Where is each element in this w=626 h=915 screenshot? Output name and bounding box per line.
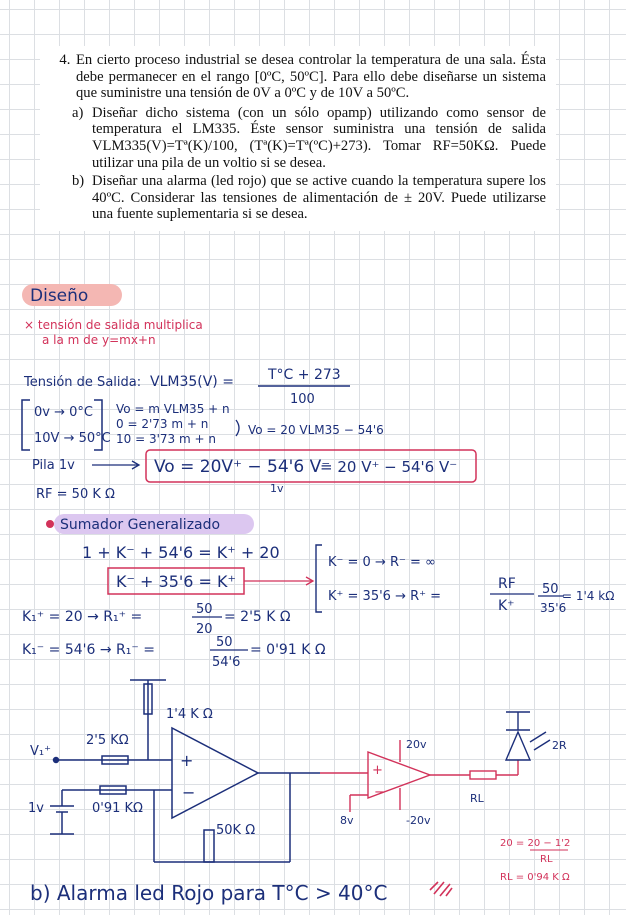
label-minus: − bbox=[182, 783, 196, 802]
frac-356: 35'6 bbox=[540, 601, 567, 615]
label-plus: + bbox=[180, 751, 194, 770]
k-plus-row: K⁺ = 35'6 → R⁺ = bbox=[328, 589, 442, 604]
calc-line-2: RL = 0'94 K Ω bbox=[500, 872, 570, 883]
equation-1: Vo = m VLM35 + n bbox=[116, 402, 230, 416]
label-8v: 8v bbox=[340, 814, 354, 827]
range-row-1: 0v → 0°C bbox=[34, 405, 93, 420]
opamp-symbol bbox=[172, 728, 258, 818]
subitem-text: Diseñar dicho sistema (con un sólo opamp) utilizando como sensor de temperatura el LM335. Éste sensor suministra una tensión de salida VLM335(V)=Tª(K)/100, (Tª(K)=Tª(ºC)+273). Tomar RF=50KΩ. Puede utilizar una pila de un voltio si se desea. bbox=[92, 104, 546, 171]
equation-3: 10 = 3'73 m + n bbox=[116, 432, 216, 446]
k1-plus-row: K₁⁺ = 20 → R₁⁺ = bbox=[22, 609, 143, 625]
section-b-title: b) Alarma led Rojo para T°C > 40°C bbox=[30, 881, 388, 905]
frac-50: 50 bbox=[542, 582, 559, 597]
equation-2: 0 = 2'73 m + n bbox=[116, 417, 209, 431]
label-1k4: 1'4 K Ω bbox=[166, 707, 213, 722]
label-minus-20v: -20v bbox=[406, 814, 431, 827]
label-2k5: 2'5 KΩ bbox=[86, 733, 129, 748]
k-plus-result: = 1'4 kΩ bbox=[562, 589, 615, 603]
label-v1: V₁⁺ bbox=[30, 744, 51, 759]
equation-brace bbox=[236, 420, 239, 436]
note-bullet-line2: a la m de y=mx+n bbox=[42, 333, 156, 347]
label-2r: 2R bbox=[552, 739, 567, 752]
problem-intro: 4. En cierto proceso industrial se desea controlar la temperatura de una sala. Ésta debe permanecer en el rango [0ºC, 50ºC]. Para ello debe diseñarse un sistema que suministre una tensión de 0V a 0ºC y de 10V a 50ºC. bbox=[76, 52, 546, 102]
light-arrow bbox=[530, 732, 546, 742]
calc-denominator: RL bbox=[540, 854, 553, 865]
vo-left: Vo = 20V⁺ − 54'6 V⁻ bbox=[154, 457, 331, 477]
label-1v: 1v bbox=[28, 801, 44, 816]
label-0k91: 0'91 KΩ bbox=[92, 801, 143, 816]
bracket-left bbox=[22, 400, 30, 450]
label-50k: 50K Ω bbox=[216, 823, 256, 838]
label-rl: RL bbox=[470, 792, 484, 805]
section-title: Sumador Generalizado bbox=[60, 517, 221, 533]
frac-546: 54'6 bbox=[212, 655, 241, 670]
vlm-denominator: 100 bbox=[290, 392, 315, 407]
k-brace bbox=[316, 545, 322, 612]
k-equation-1: 1 + K⁻ + 54'6 = K⁺ + 20 bbox=[82, 543, 280, 562]
range-row-2: 10V → 50°C bbox=[34, 431, 111, 446]
rf-value: RF = 50 K Ω bbox=[36, 487, 115, 502]
k1-minus-row: K₁⁻ = 54'6 → R₁⁻ = bbox=[22, 642, 155, 658]
comparator-plus: + bbox=[372, 763, 383, 778]
vlm-numerator: T°C + 273 bbox=[268, 367, 341, 383]
k1-minus-result: = 0'91 K Ω bbox=[250, 642, 326, 658]
subitem-label: a) bbox=[72, 104, 84, 121]
frac-20: 20 bbox=[196, 622, 213, 637]
vo-right: = 20 V⁺ − 54'6 V⁻ bbox=[320, 458, 458, 476]
diode-triangle bbox=[506, 732, 530, 760]
subitem-text: Diseñar una alarma (led rojo) que se active cuando la temperatura supere los 40ºC. Considerar las tensiones de alimentación de ± 20V. Puede utilizarse una fuente suplementaria si se desea. bbox=[92, 173, 546, 223]
frac-50: 50 bbox=[216, 635, 233, 650]
resistor-rl bbox=[470, 771, 496, 779]
input-terminal bbox=[54, 758, 59, 763]
calc-line-1: 20 = 20 − 1'2 bbox=[500, 838, 571, 849]
frac-50: 50 bbox=[196, 602, 213, 617]
tension-label: Tensión de Salida: bbox=[24, 375, 142, 390]
k1-plus-result: = 2'5 K Ω bbox=[224, 609, 291, 625]
light-arrow bbox=[534, 740, 550, 750]
subitem-label: b) bbox=[72, 173, 85, 190]
k-equation-2: K⁻ + 35'6 = K⁺ bbox=[116, 572, 236, 591]
note-bullet-line1: × tensión de salida multiplica bbox=[24, 318, 203, 332]
frac-rf: RF bbox=[498, 576, 516, 592]
resistor-50k bbox=[204, 830, 214, 862]
scribble-mark bbox=[430, 882, 452, 896]
pila-label: Pila 1v bbox=[32, 458, 75, 473]
vlm-formula: VLM35(V) = bbox=[150, 374, 234, 390]
label-20v: 20v bbox=[406, 738, 427, 751]
comparator-minus: − bbox=[374, 785, 385, 800]
frac-kplus: K⁺ bbox=[498, 598, 515, 614]
notes-title: Diseño bbox=[30, 286, 89, 306]
vo-subscript: 1v bbox=[270, 482, 284, 495]
section-bullet bbox=[46, 520, 54, 528]
k-minus-result: K⁻ = 0 → R⁻ = ∞ bbox=[328, 555, 436, 570]
equation-result: Vo = 20 VLM35 − 54'6 bbox=[248, 423, 384, 437]
led-symbol bbox=[506, 712, 550, 760]
